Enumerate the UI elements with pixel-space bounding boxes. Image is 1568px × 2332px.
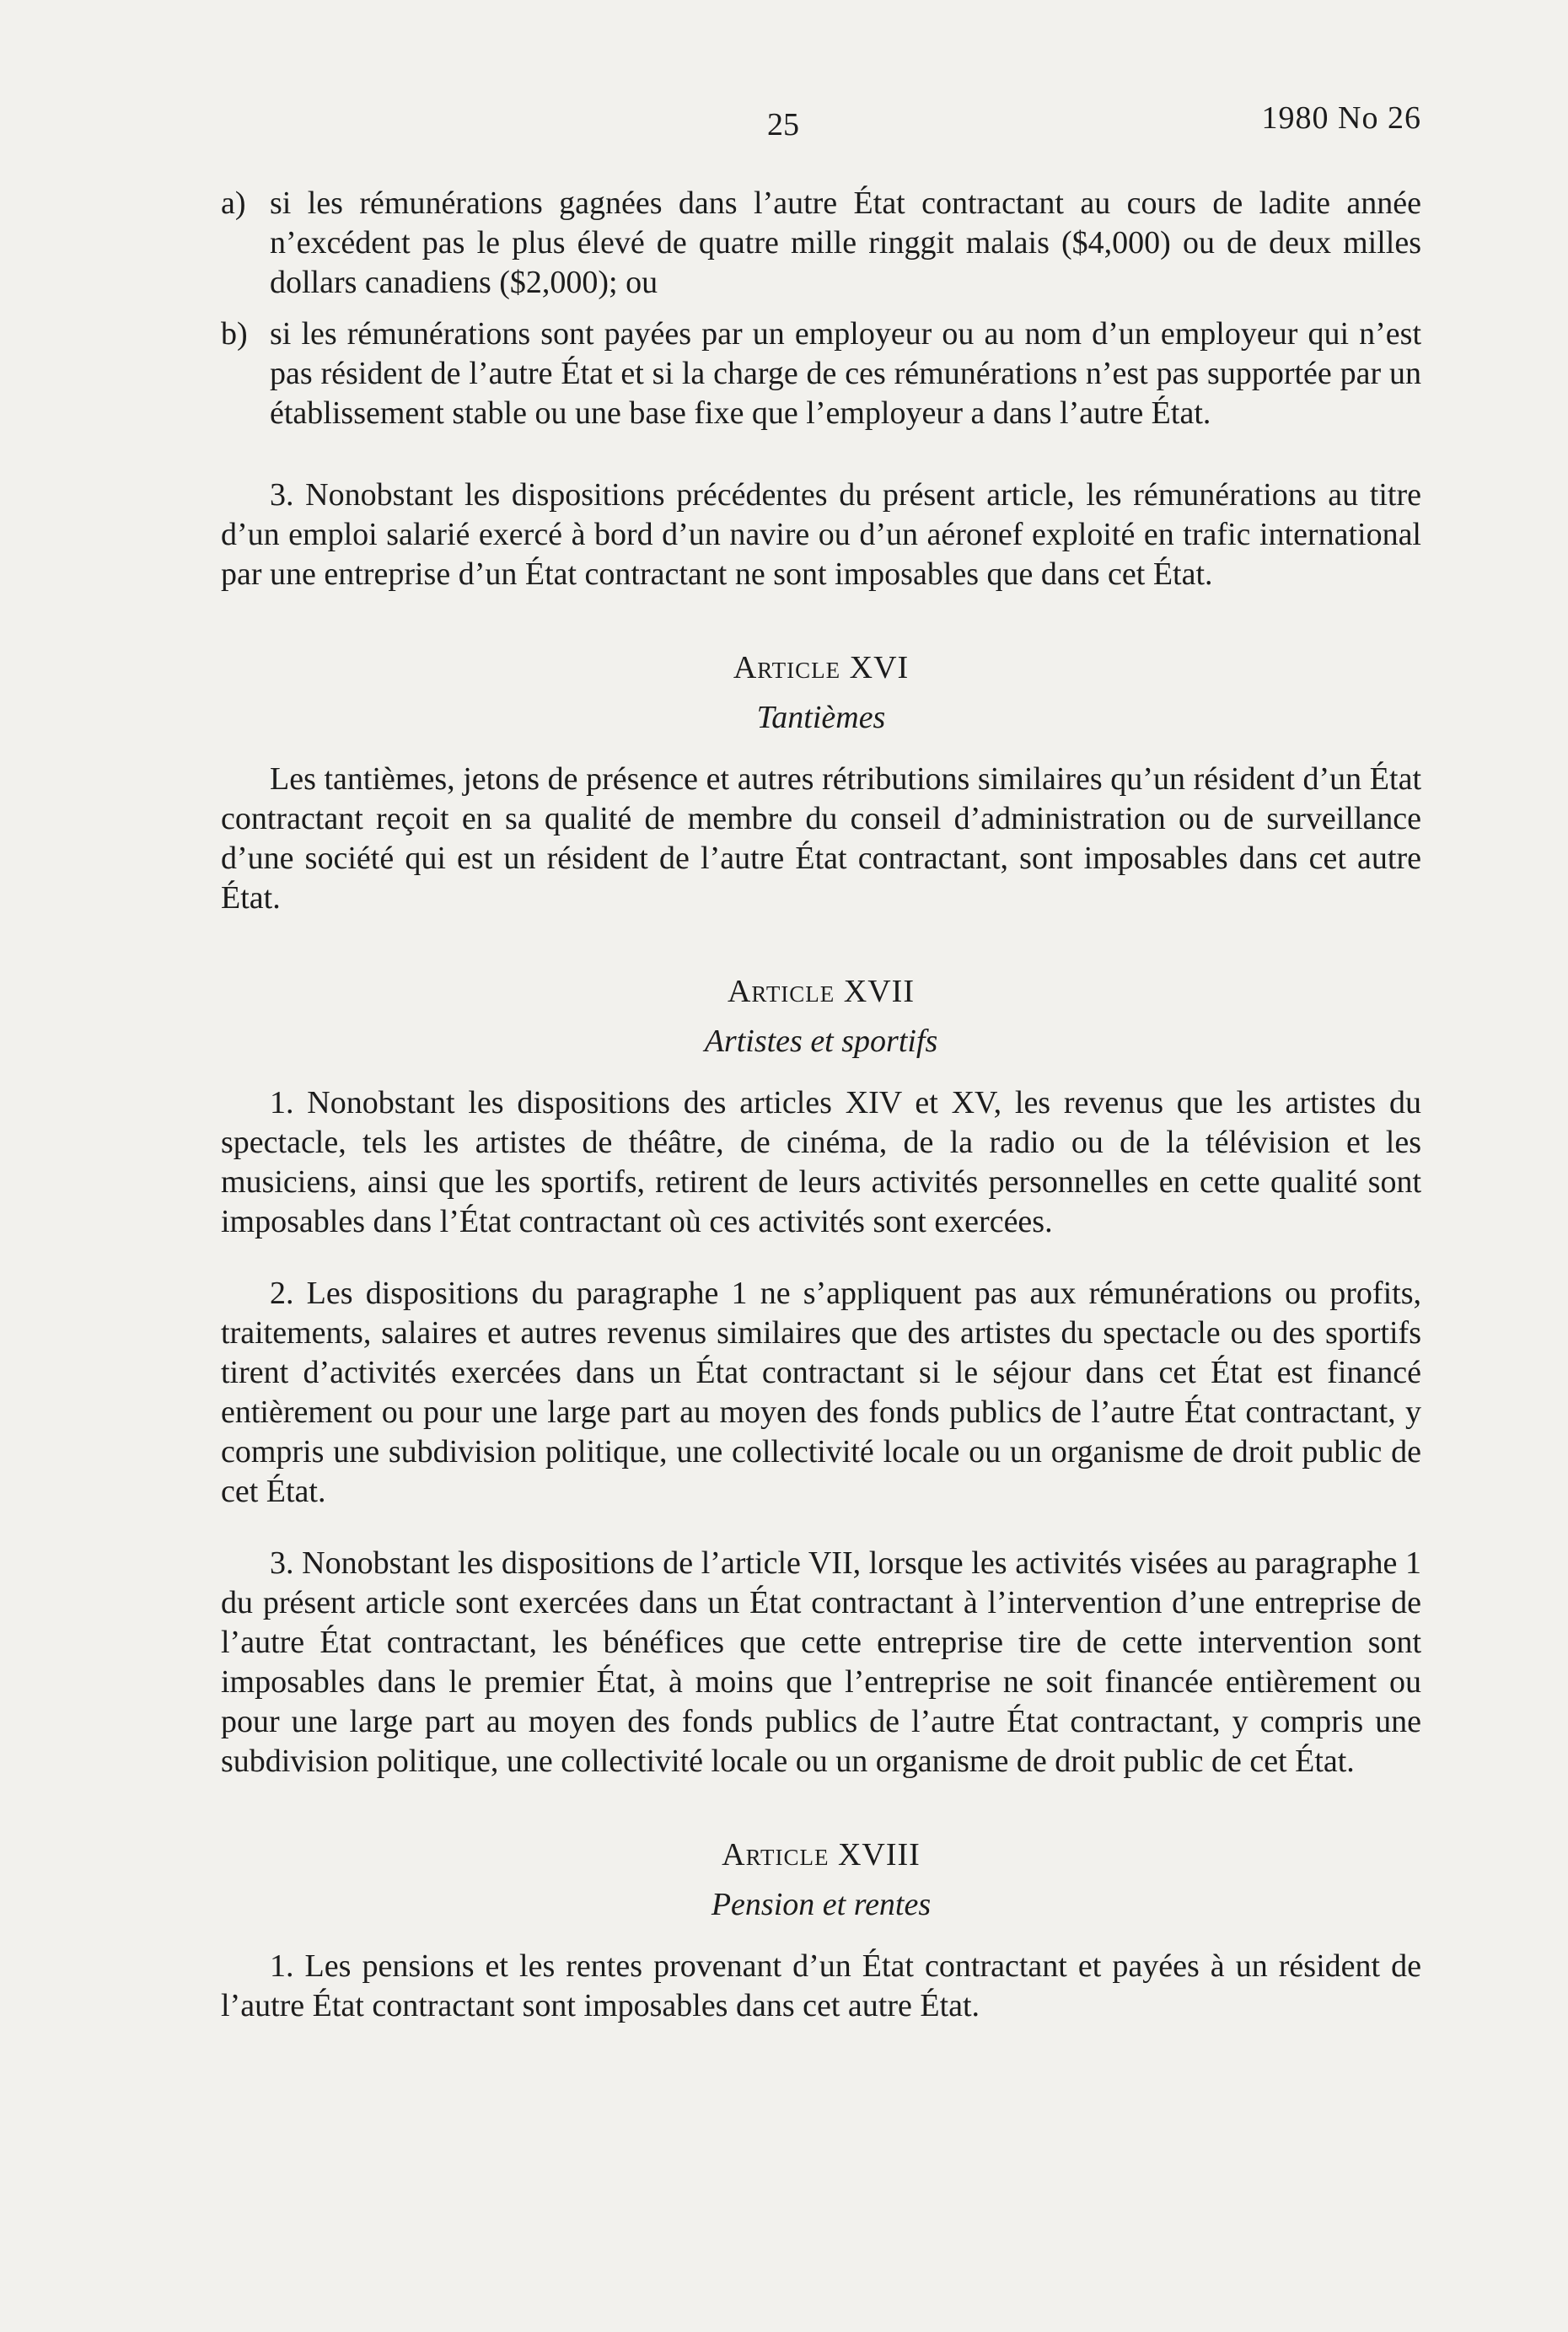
list-text: si les rémunérations sont payées par un employeur ou au nom d’un employeur qui n’est pas résident de l’autre État et si la charge de ces rémunérations n’est pas supportée par un établissement stable ou une base fixe que l’employeur a dans l’autre État.: [270, 316, 1421, 431]
article-17-para-2: 2. Les dispositions du paragraphe 1 ne s’appliquent pas aux rémunérations ou profits, traitements, salaires et autres revenus similaires que des artistes du spectacle ou des sportifs tirent d’activités exercées dans un État contractant si le séjour dans cet État est financé entièrement ou pour une large part au moyen des fonds publics de l’autre État contractant, y compris une subdivision politique, une collectivité locale ou un organisme de droit public de cet État.: [221, 1276, 1421, 1509]
list-text: si les rémunérations gagnées dans l’autre État contractant au cours de ladite année n’excédent pas le plus élevé de quatre mille ringgit malais ($4,000) ou de deux milles dollars canadiens ($2,000); ou: [270, 185, 1421, 300]
article-16-subtitle: Tantièmes: [756, 700, 886, 735]
article-17-subtitle: Artistes et sportifs: [704, 1024, 938, 1059]
page-header: [221, 99, 1421, 150]
article-18-para-1: 1. Les pensions et les rentes provenant d’un État contractant et payées à un résident de l’autre État contractant sont imposables dans cet autre État.: [221, 1948, 1421, 2023]
article-18-subtitle: Pension et rentes: [711, 1887, 932, 1922]
article-18-heading: Article XVIII: [722, 1837, 921, 1873]
article-16-text: Les tantièmes, jetons de présence et autres rétributions similaires qu’un résident d’un État contractant reçoit en sa qualité de membre du conseil d’administration ou de surveillance d’une société qui est un résident de l’autre État contractant, sont imposables dans cet autre État.: [221, 761, 1421, 916]
article-17-para-1: 1. Nonobstant les dispositions des articles XIV et XV, les revenus que les artistes du spectacle, tels les artistes de théâtre, de cinéma, de la radio ou de la télévision et les musiciens, ainsi que les sportifs, retirent de leurs activités personnelles en cette qualité sont imposables dans l’État contractant où ces activités sont exercées.: [221, 1085, 1421, 1239]
article-16-heading: Article XVI: [733, 650, 910, 685]
article-17-para-3: 3. Nonobstant les dispositions de l’article VII, lorsque les activités visées au paragraphe 1 du présent article sont exercées dans un État contractant à l’intervention d’une entreprise de l’autre État contractant, les bénéfices que cette entreprise tire de cette intervention sont imposables dans le premier État, à moins que l’entreprise ne soit financée entièrement ou pour une large part au moyen des fonds publics de l’autre État contractant, y compris une subdivision politique, une collectivité locale ou un organisme de droit public de cet État.: [221, 1545, 1421, 1779]
list-letter: a): [221, 185, 246, 221]
paragraph-3: 3. Nonobstant les dispositions précédentes du présent article, les rémunérations au titre d’un emploi salarié exercé à bord d’un navire ou d’un aéronef exploité en trafic international par une entreprise d’un État contractant ne sont imposables que dans cet État.: [221, 477, 1421, 592]
list-item-a: [221, 184, 1421, 303]
list-letter: b): [221, 316, 248, 352]
article-17-heading: Article XVII: [727, 974, 915, 1009]
list-item-b: [221, 314, 1421, 433]
document-reference: 1980 No 26: [1261, 100, 1421, 136]
page-number: 25: [767, 107, 799, 142]
document-body: [221, 184, 1421, 2026]
